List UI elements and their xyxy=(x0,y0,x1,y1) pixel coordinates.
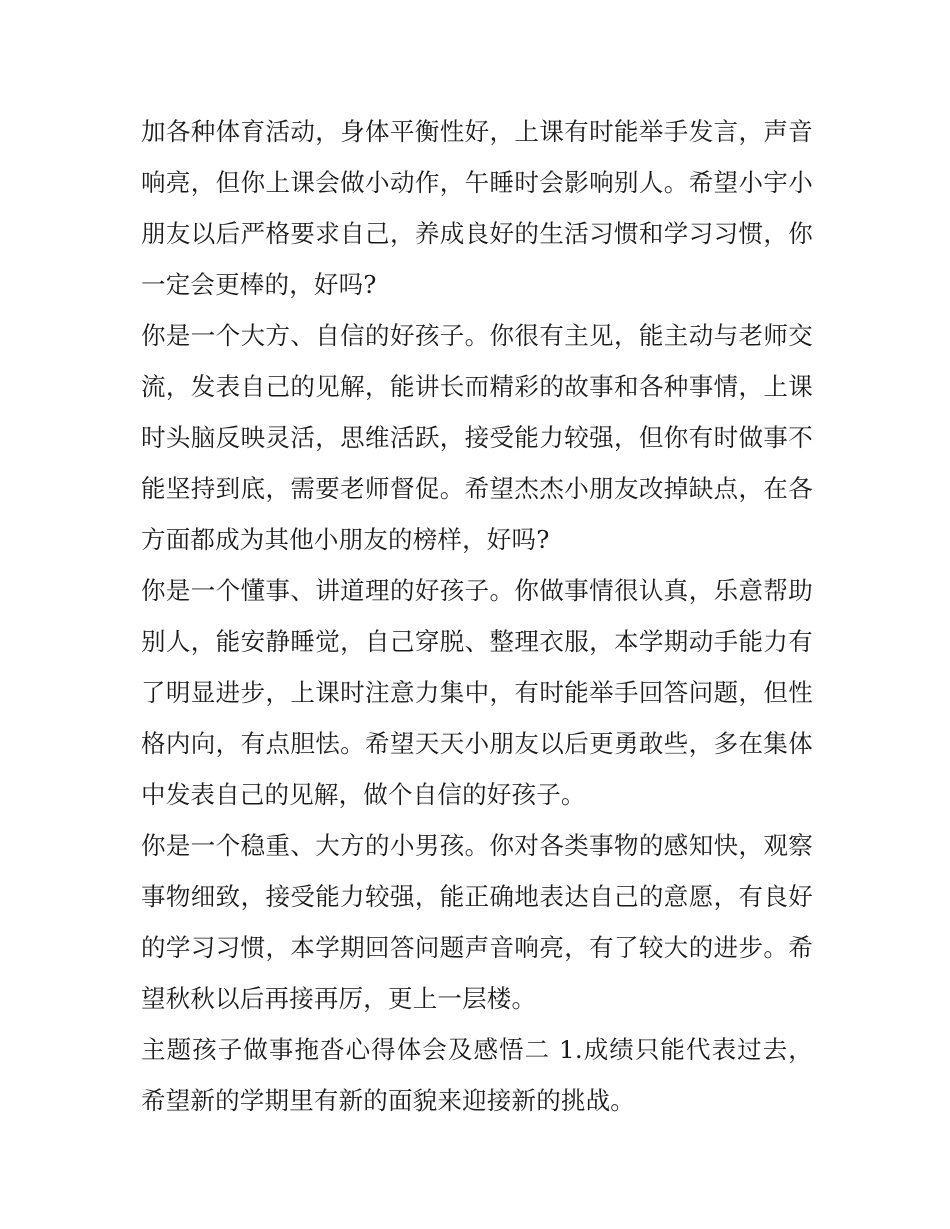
paragraph-5: 主题孩子做事拖沓心得体会及感悟二 1.成绩只能代表过去，希望新的学期里有新的面貌来迎接新的挑战。 xyxy=(141,1035,813,1115)
paragraph-1: 加各种体育活动，身体平衡性好，上课有时能举手发言，声音响亮，但你上课会做小动作，午睡时会影响别人。希望小宇小朋友以后严格要求自己，养成良好的生活习惯和学习习惯，你一定会更棒的，好吗? xyxy=(141,117,813,299)
paragraph-4: 你是一个稳重、大方的小男孩。你对各类事物的感知快，观察事物细致，接受能力较强，能正确地表达自己的意愿，有良好的学习习惯，本学期回答问题声音响亮，有了较大的进步。希望秋秋以后再接再厉，更上一层楼。 xyxy=(141,831,813,1013)
paragraph-3: 你是一个懂事、讲道理的好孩子。你做事情很认真，乐意帮助别人，能安静睡觉，自己穿脱、整理衣服，本学期动手能力有了明显进步，上课时注意力集中，有时能举手回答问题，但性格内向，有点胆怯。希望天天小朋友以后更勇敢些，多在集体中发表自己的见解，做个自信的好孩子。 xyxy=(141,576,813,809)
paragraph-2: 你是一个大方、自信的好孩子。你很有主见，能主动与老师交流，发表自己的见解，能讲长而精彩的故事和各种事情，上课时头脑反映灵活，思维活跃，接受能力较强，但你有时做事不能坚持到底，需要老师督促。希望杰杰小朋友改掉缺点，在各方面都成为其他小朋友的榜样，好吗? xyxy=(141,321,813,554)
document-body xyxy=(141,106,813,1126)
